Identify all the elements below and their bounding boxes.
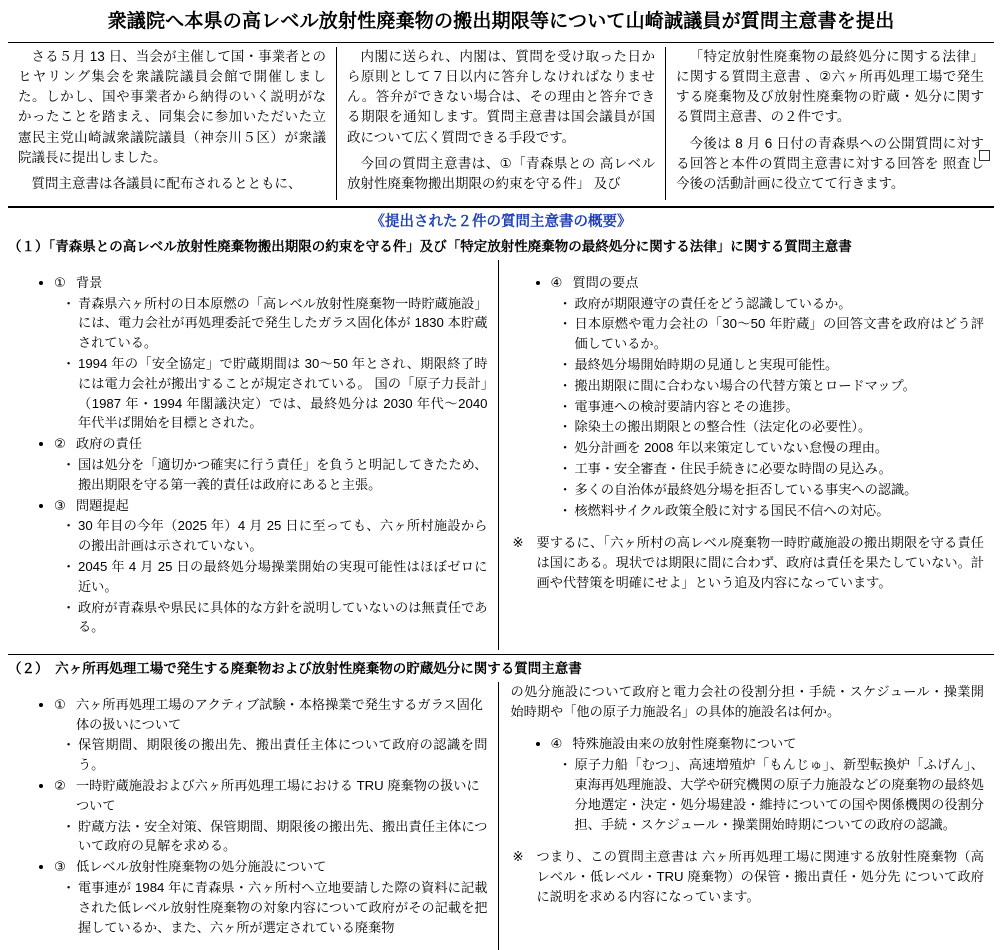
list-marker: ・: [558, 757, 572, 773]
list-marker: • ④: [550, 736, 563, 752]
page-corner-mark: [979, 150, 990, 161]
list-marker: ・: [62, 518, 76, 534]
list-marker: ・: [62, 818, 76, 834]
list-item-label: 日本原燃や電力会社の「30〜50 年貯蔵」の回答文書を政府はどう評価しているか。: [574, 316, 984, 352]
section1-left-sublist: [54, 455, 488, 495]
section2-left-list: [14, 695, 488, 938]
list-item: [54, 273, 488, 293]
intro-columns: [8, 47, 994, 201]
intro-paragraph: 内閣に送られ、内閣は、質問を受け取った日から原則として７日以内に答弁しなければなりません。答弁ができない場合は、その理由と答弁できる期限を通知します。質問主意書は国会議員が国政について広く質問できる手段です。: [347, 48, 655, 145]
list-item-label: 政府が青森県や県民に具体的な方針を説明していないのは無責任である。: [78, 599, 488, 635]
list-item-label: 除染土の搬出期限との整合性（法定化の必要性）。: [574, 419, 872, 435]
list-marker: • ③: [54, 859, 66, 875]
section1-left-list: [14, 273, 488, 637]
list-item: [551, 734, 985, 754]
list-item-label: 核燃料サイクル政策全般に対する国民不信への対応。: [574, 502, 890, 518]
list-item: [54, 496, 488, 516]
list-item: [551, 438, 985, 458]
section1-note-list: [511, 533, 985, 592]
section1-heading: （１）「青森県との高レベル放射性廃棄物搬出期限の約束を守る件」及び「特定放射性廃棄物の最終処分に関する法律」に関する質問主意書: [8, 239, 852, 255]
section2-right-list: [511, 734, 985, 834]
list-item-label: 1994 年の「安全協定」で貯蔵期間は 30〜50 年とされ、期限終了時には電力会社が搬出することが規定されている。 国の「原子力長計」（1987 年・1994 年閣議決定）では、最終処分は 2030 年代〜2040 年代半ば開始を目標とされた。: [78, 356, 488, 431]
list-item-label: 政府が期限遵守の責任をどう認識しているか。: [574, 295, 852, 311]
section2-left-sublist: [54, 817, 488, 857]
intro-column-2: [336, 47, 665, 201]
section1-right-column: [498, 260, 995, 650]
section1-columns: [8, 260, 994, 650]
list-marker: ・: [558, 295, 572, 311]
intro-paragraph: 「特定放射性廃棄物の最終処分に関する法律」に関する質問主意書 、②六ヶ所再処理工場で発生する廃棄物及び放射性廃棄物の貯蔵・処分に関する質問主意書、の２件です。: [676, 48, 984, 125]
list-item: [54, 455, 488, 495]
list-marker: • ②: [54, 777, 66, 793]
list-item-label: 一時貯蔵施設および六ヶ所再処理工場における TRU 廃棄物の扱いについて: [76, 777, 480, 813]
list-marker: ・: [558, 440, 572, 456]
note-marker: ※: [512, 849, 524, 865]
list-marker: ・: [558, 398, 572, 414]
section2-left-sublist: [54, 735, 488, 775]
list-marker: • ④: [550, 274, 563, 290]
section2-columns: [8, 682, 994, 950]
list-marker: ・: [62, 879, 76, 895]
list-marker: ・: [62, 295, 76, 311]
list-item-label: 低レベル放射性廃棄物の処分施設について: [76, 859, 327, 875]
list-item: [54, 294, 488, 353]
list-marker: ・: [558, 419, 572, 435]
section1-left-sublist: [54, 294, 488, 434]
title-divider: [8, 42, 994, 43]
list-marker: ・: [62, 559, 76, 575]
page-title: 衆議院へ本県の高レベル放射性廃棄物の搬出期限等について山崎誠議員が質問主意書を提出: [107, 11, 895, 32]
section2-right-continuation: の処分施設について政府と電力会社の役割分担・手続・スケジュール・操業開始時期や「他の原子力施設名」の具体的施設名は何か。: [510, 683, 984, 719]
list-item-label: 処分計画を 2008 年以来策定していない怠慢の理由。: [574, 440, 889, 456]
list-item-label: 貯蔵方法・安全対策、保管期間、期限後の搬出先、搬出責任主体について政府の見解を求める。: [78, 818, 488, 854]
list-item: [551, 459, 985, 479]
list-item: [551, 355, 985, 375]
list-item: [551, 273, 985, 293]
list-item: [54, 434, 488, 454]
list-item-label: 保管期間、期限後の搬出先、搬出責任主体について政府の認識を問う。: [78, 737, 488, 773]
note-text: 要するに、「六ヶ所村の高レベル廃棄物一時貯蔵施設の搬出期限を守る責任は国にある。現状では期限に間に合わず、政府は責任を果たしていない。計画や代替策を明確にせよ」という追及内容になっています。: [536, 535, 984, 591]
list-item: [551, 376, 985, 396]
list-item: [54, 557, 488, 597]
list-item: [551, 755, 985, 834]
list-item-label: 最終処分場開始時期の見通しと実現可能性。: [574, 357, 839, 373]
section1-left-column: [8, 260, 498, 650]
intro-paragraph: 今回の質問主意書は、①「青森県との 高レベル放射性廃棄物搬出期限の約束を守る件」 及び: [347, 155, 655, 192]
section1-right-sublist: [551, 294, 985, 521]
list-item-label: 背景: [76, 274, 103, 290]
list-marker: ・: [558, 377, 572, 393]
list-item: [551, 417, 985, 437]
section2-right-column: [498, 682, 995, 950]
note-text: つまり、この質問主意書は 六ヶ所再処理工場に関連する放射性廃棄物（高レベル・低レベル・TRU 廃棄物）の保管・搬出責任・処分先 について政府に説明を求める内容になっています。: [536, 849, 984, 904]
list-marker: ・: [62, 599, 76, 615]
list-marker: • ②: [54, 436, 66, 452]
list-marker: ・: [62, 457, 76, 473]
intro-column-3: [665, 47, 994, 201]
list-marker: • ③: [54, 497, 66, 513]
list-item: [551, 480, 985, 500]
list-item-label: 工事・安全審査・住民手続きに必要な時間の見込み。: [574, 461, 892, 477]
list-item-label: 特殊施設由来の放射性廃棄物について: [572, 736, 797, 752]
list-item: [54, 857, 488, 877]
list-marker: • ①: [54, 274, 66, 290]
list-item-label: 政府の責任: [76, 436, 142, 452]
list-item: [54, 354, 488, 433]
section2-left-sublist: [54, 878, 488, 937]
list-item: [551, 314, 985, 354]
list-item: [54, 735, 488, 775]
list-item: [551, 397, 985, 417]
section2-right-sublist: [551, 755, 985, 834]
list-item-label: 問題提起: [76, 497, 129, 513]
note-item: [511, 533, 985, 592]
list-item-label: 六ヶ所再処理工場のアクティブ試験・本格操業で発生するガラス固化体の扱いについて: [76, 696, 483, 732]
list-item: [54, 516, 488, 556]
note-marker: ※: [512, 535, 524, 551]
list-item: [54, 817, 488, 857]
list-item-label: 原子力船「むつ」、高速増殖炉「もんじゅ」、新型転換炉「ふげん」、東海再処理施設、大学や研究機関の原子力施設などの廃棄物の最終処分地選定・決定・処分場建設・維持についての国や関係機関の役割分担、手続・スケジュール・操業開始時期についての政府の認識。: [574, 757, 984, 832]
section1-right-list: [511, 273, 985, 521]
intro-column-1: [8, 47, 336, 201]
list-item-label: 質問の要点: [572, 274, 639, 290]
list-item: [54, 776, 488, 816]
list-marker: ・: [558, 316, 572, 332]
list-marker: ・: [558, 357, 572, 373]
list-item-label: 多くの自治体が最終処分場を拒否している事実への認識。: [574, 481, 918, 497]
list-marker: ・: [62, 737, 76, 753]
list-marker: ・: [558, 481, 572, 497]
list-item-label: 青森県六ヶ所村の日本原燃の「高レベル放射性廃棄物一時貯蔵施設」には、電力会社が再処理委託で発生したガラス固化体が 1830 本貯蔵されている。: [78, 295, 488, 351]
list-item: [54, 695, 488, 735]
section1-left-sublist: [54, 516, 488, 637]
list-item: [54, 598, 488, 638]
list-marker: • ①: [54, 696, 66, 712]
list-item-label: 搬出期限に間に合わない場合の代替方策とロードマップ。: [574, 377, 916, 393]
list-marker: ・: [558, 461, 572, 477]
section2-divider: [8, 654, 994, 655]
intro-paragraph: さる５月 13 日、当会が主催して国・事業者とのヒヤリング集会を衆議院議員会館で開催しました。しかし、国や事業者から納得のいく説明がなかったことを踏まえ、同集会に参加いただいた立憲民主党山崎誠衆議院議員（神奈川５区）が衆議院議長に提出しました。: [18, 48, 326, 165]
section2-left-column: [8, 682, 498, 950]
list-marker: ・: [558, 502, 572, 518]
list-item-label: 電事連が 1984 年に青森県・六ヶ所村へ立地要請した際の資料に記載された低レベル放射性廃棄物の対象内容について政府がその記載を把握しているか、また、六ヶ所が選定されている廃棄物: [78, 879, 488, 935]
list-item: [551, 294, 985, 314]
overview-divider: [8, 206, 994, 208]
list-item: [551, 501, 985, 521]
overview-heading: 《提出された２件の質問主意書の概要》: [370, 214, 632, 231]
list-item-label: 2045 年 4 月 25 日の最終処分場操業開始の実現可能性はほぼゼロに近い。: [78, 559, 488, 594]
list-marker: ・: [62, 356, 76, 372]
intro-paragraph: 今後は 8 月 6 日付の青森県への公開質問に対する回答と本件の質問主意書に対する回答を 照査し今後の活動計画に役立てて行きます。: [676, 135, 984, 192]
list-item: [54, 878, 488, 937]
intro-paragraph: 質問主意書は各議員に配布されるとともに、: [31, 176, 302, 192]
list-item-label: 30 年目の今年（2025 年）4 月 25 日に至っても、六ヶ所村施設からの搬出計画は示されていない。: [78, 518, 488, 554]
list-item-label: 電事連への検討要請内容とその進捗。: [574, 398, 799, 414]
section2-heading: （２） 六ヶ所再処理工場で発生する廃棄物および放射性廃棄物の貯蔵処分に関する質問主意書: [8, 661, 582, 677]
list-item-label: 国は処分を「適切かつ確実に行う責任」を負うと明記してきたため、搬出期限を守る第一義的責任は政府にあると主張。: [78, 457, 488, 492]
